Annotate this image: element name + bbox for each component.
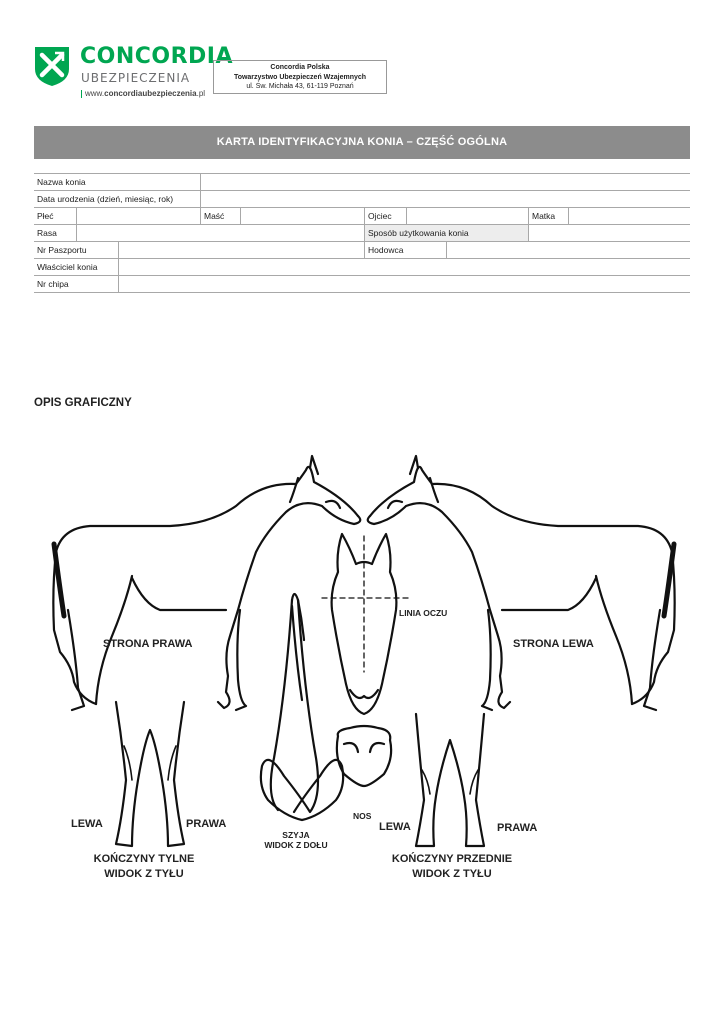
label-nose: NOS — [353, 811, 372, 821]
label-eye-line: LINIA OCZU — [399, 608, 448, 618]
dam-label: Matka — [528, 208, 568, 224]
hind-legs-rear-outline — [116, 702, 184, 846]
label-right-side: STRONA PRAWA — [103, 638, 193, 650]
label-neck: SZYJA WIDOK Z DOŁU — [264, 830, 328, 850]
section-heading: OPIS GRAFICZNY — [34, 397, 132, 409]
passport-field[interactable] — [118, 242, 364, 258]
breeder-label: Hodowca — [364, 242, 446, 258]
chip-label: Nr chipa — [34, 276, 118, 292]
horse-nose-outline — [337, 726, 391, 786]
breeder-field[interactable] — [446, 242, 690, 258]
label-left-side: STRONA LEWA — [513, 638, 594, 650]
concordia-logo-icon — [33, 45, 71, 87]
label-hind-left: LEWA — [71, 818, 103, 830]
brand-subtitle: UBEZPIECZENIA — [81, 71, 191, 85]
horse-name-field[interactable] — [200, 174, 690, 190]
address-company-full: Towarzystwo Ubezpieczeń Wzajemnych — [233, 73, 367, 81]
address-street: ul. Św. Michała 43, 61-119 Poznań — [246, 83, 354, 90]
label-front-right: PRAWA — [497, 822, 538, 834]
label-front-legs: KOŃCZYNY PRZEDNIE WIDOK Z TYŁU — [391, 853, 513, 880]
horse-id-form — [34, 173, 690, 293]
chip-field[interactable] — [118, 276, 690, 292]
sire-field[interactable] — [406, 208, 528, 224]
page-title: KARTA IDENTYFIKACYJNA KONIA – CZĘŚĆ OGÓLNA — [34, 126, 690, 159]
form-row — [34, 225, 690, 242]
form-row — [34, 191, 690, 208]
color-label: Maść — [200, 208, 240, 224]
form-row — [34, 259, 690, 276]
horse-right-side-outline — [53, 456, 360, 710]
dam-field[interactable] — [568, 208, 690, 224]
address-company: Concordia Polska — [270, 64, 330, 71]
form-row — [34, 208, 690, 225]
form-row — [34, 242, 690, 259]
sex-field[interactable] — [76, 208, 200, 224]
brand-name: CONCORDIA — [80, 44, 234, 69]
birth-date-label: Data urodzenia (dzień, miesiąc, rok) — [34, 191, 200, 207]
label-hind-right: PRAWA — [186, 818, 227, 830]
brand-url[interactable]: www.concordiaubezpieczenia.pl — [81, 89, 205, 98]
owner-label: Właściciel konia — [34, 259, 118, 275]
usage-label: Sposób użytkowania konia — [364, 225, 528, 241]
horse-neck-bottom-outline — [261, 594, 343, 820]
horse-left-side-outline — [368, 456, 675, 710]
sire-label: Ojciec — [364, 208, 406, 224]
breed-label: Rasa — [34, 225, 76, 241]
eye-line-dashes — [322, 536, 408, 672]
address-box — [213, 60, 387, 94]
sex-label: Płeć — [34, 208, 76, 224]
horse-diagram — [40, 440, 690, 900]
usage-field[interactable] — [528, 225, 690, 241]
horse-head-front-outline — [332, 534, 397, 714]
label-hind-legs: KOŃCZYNY TYLNE WIDOK Z TYŁU — [93, 853, 195, 880]
front-legs-rear-outline — [416, 714, 484, 846]
color-field[interactable] — [240, 208, 364, 224]
horse-name-label: Nazwa konia — [34, 174, 200, 190]
birth-date-field[interactable] — [200, 191, 690, 207]
label-front-left: LEWA — [379, 821, 411, 833]
passport-label: Nr Paszportu — [34, 242, 118, 258]
form-row — [34, 276, 690, 293]
form-row — [34, 173, 690, 191]
owner-field[interactable] — [118, 259, 690, 275]
breed-field[interactable] — [76, 225, 364, 241]
